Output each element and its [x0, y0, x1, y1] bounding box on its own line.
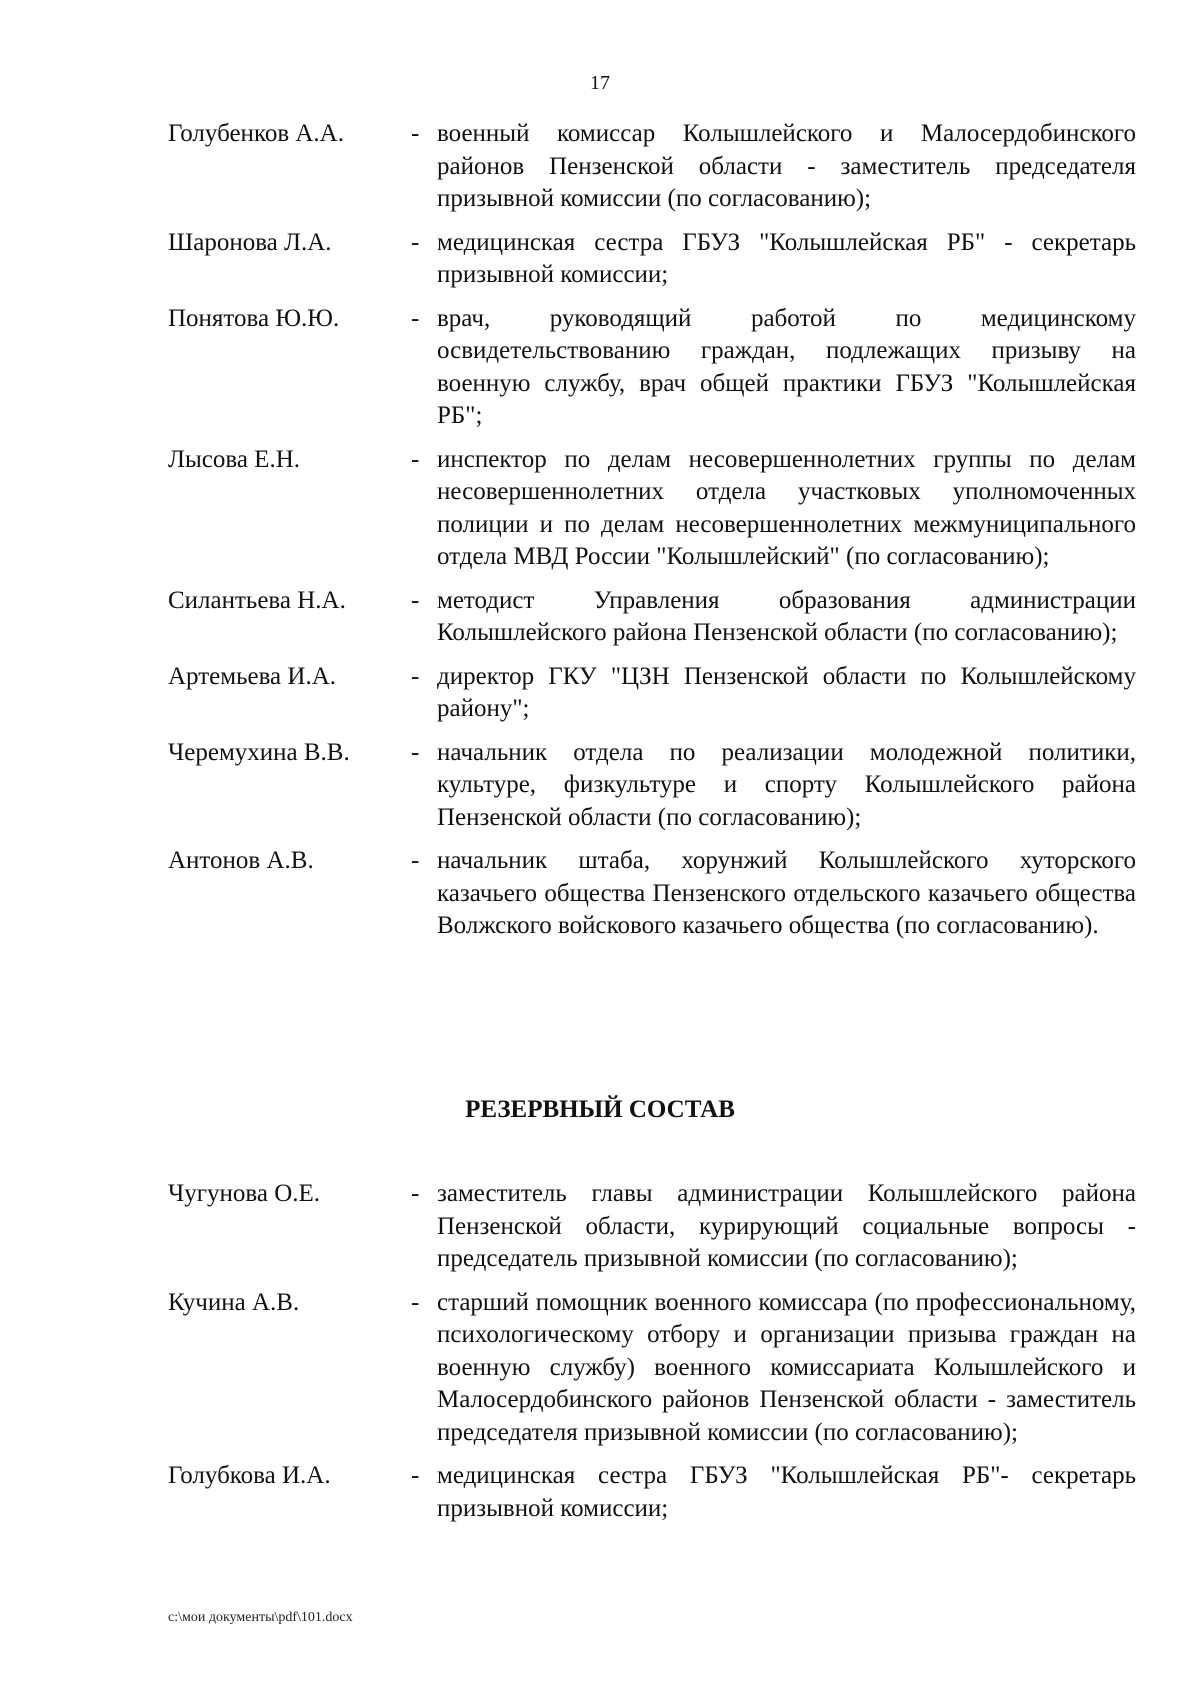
dash: -: [411, 304, 420, 332]
member-entry: [168, 737, 1136, 835]
member-name: Черемухина В.В.: [168, 738, 350, 766]
member-description: врач, руководящий работой по медицинскому освидетельствованию граждан, подлежащих призыву на военную службу, врач общей практики ГБУЗ "Колышлейская РБ";: [437, 304, 1136, 429]
member-entry: [168, 585, 1136, 650]
member-description: начальник штаба, хорунжий Колышлейского хуторского казачьего общества Пензенского отдельского казачьего общества Волжского войскового казачьего общества (по согласованию).: [437, 847, 1136, 939]
footer-file-path: c:\мои документы\pdf\101.docx: [168, 1610, 353, 1625]
dash: -: [411, 586, 420, 614]
member-description: директор ГКУ "ЦЗН Пензенской области по Колышлейскому району";: [437, 662, 1136, 722]
member-description: начальник отдела по реализации молодежной политики, культуре, физкультуре и спорту Колышлейского района Пензенской области (по согласованию);: [437, 738, 1136, 831]
dash: -: [411, 120, 420, 147]
member-name: Шаронова Л.А.: [168, 228, 332, 256]
dash: -: [411, 847, 420, 874]
member-name: Голубенков А.А.: [168, 120, 344, 147]
member-name: Артемьева И.А.: [168, 662, 336, 690]
member-entry: [168, 661, 1136, 726]
member-description: инспектор по делам несовершеннолетних группы по делам несовершеннолетних отдела участковых уполномоченных полиции и по делам несовершеннолетних межмуниципального отдела МВД России "Колышлейский" (по согласованию);: [437, 445, 1136, 570]
member-name: Понятова Ю.Ю.: [168, 304, 340, 332]
member-description: заместитель главы администрации Колышлейского района Пензенской области, курирующий социальные вопросы - председатель призывной комиссии (по согласованию);: [437, 1180, 1136, 1272]
member-entry: [168, 1178, 1136, 1276]
dash: -: [411, 1288, 420, 1316]
dash: -: [411, 738, 420, 766]
member-name: Чугунова О.Е.: [168, 1180, 321, 1207]
member-entry: [168, 444, 1136, 574]
member-entry: [168, 303, 1136, 433]
reserve-section-title: РЕЗЕРВНЫЙ СОСТАВ: [465, 1096, 735, 1123]
member-description: медицинская сестра ГБУЗ "Колышлейская РБ"- секретарь призывной комиссии;: [437, 1462, 1136, 1522]
member-entry: [168, 1287, 1136, 1450]
main-members-list: [168, 118, 1136, 954]
dash: -: [411, 1180, 420, 1207]
dash: -: [411, 1462, 420, 1489]
dash: -: [411, 445, 420, 473]
member-description: старший помощник военного комиссара (по профессиональному, психологическому отбору и организации призыва граждан на военную службу) военного комиссариата Колышлейского и Малосердобинского районов Пензенской области - заместитель председателя призывной комиссии (по согласованию);: [437, 1288, 1136, 1446]
member-name: Голубкова И.А.: [168, 1462, 331, 1489]
reserve-members-list: [168, 1178, 1136, 1536]
member-entry: [168, 845, 1136, 943]
member-entry: [168, 118, 1136, 216]
member-name: Кучина А.В.: [168, 1288, 300, 1316]
dash: -: [411, 228, 420, 256]
dash: -: [411, 662, 420, 690]
page-number: 17: [590, 72, 610, 94]
member-description: медицинская сестра ГБУЗ "Колышлейская РБ" - секретарь призывной комиссии;: [437, 228, 1136, 288]
member-description: методист Управления образования администрации Колышлейского района Пензенской области (по согласованию);: [437, 586, 1136, 646]
member-description: военный комиссар Колышлейского и Малосердобинского районов Пензенской области - заместитель председателя призывной комиссии (по согласованию);: [437, 120, 1136, 212]
member-name: Антонов А.В.: [168, 847, 314, 874]
member-entry: [168, 1460, 1136, 1525]
member-entry: [168, 227, 1136, 292]
member-name: Лысова Е.Н.: [168, 445, 300, 473]
member-name: Силантьева Н.А.: [168, 586, 346, 614]
